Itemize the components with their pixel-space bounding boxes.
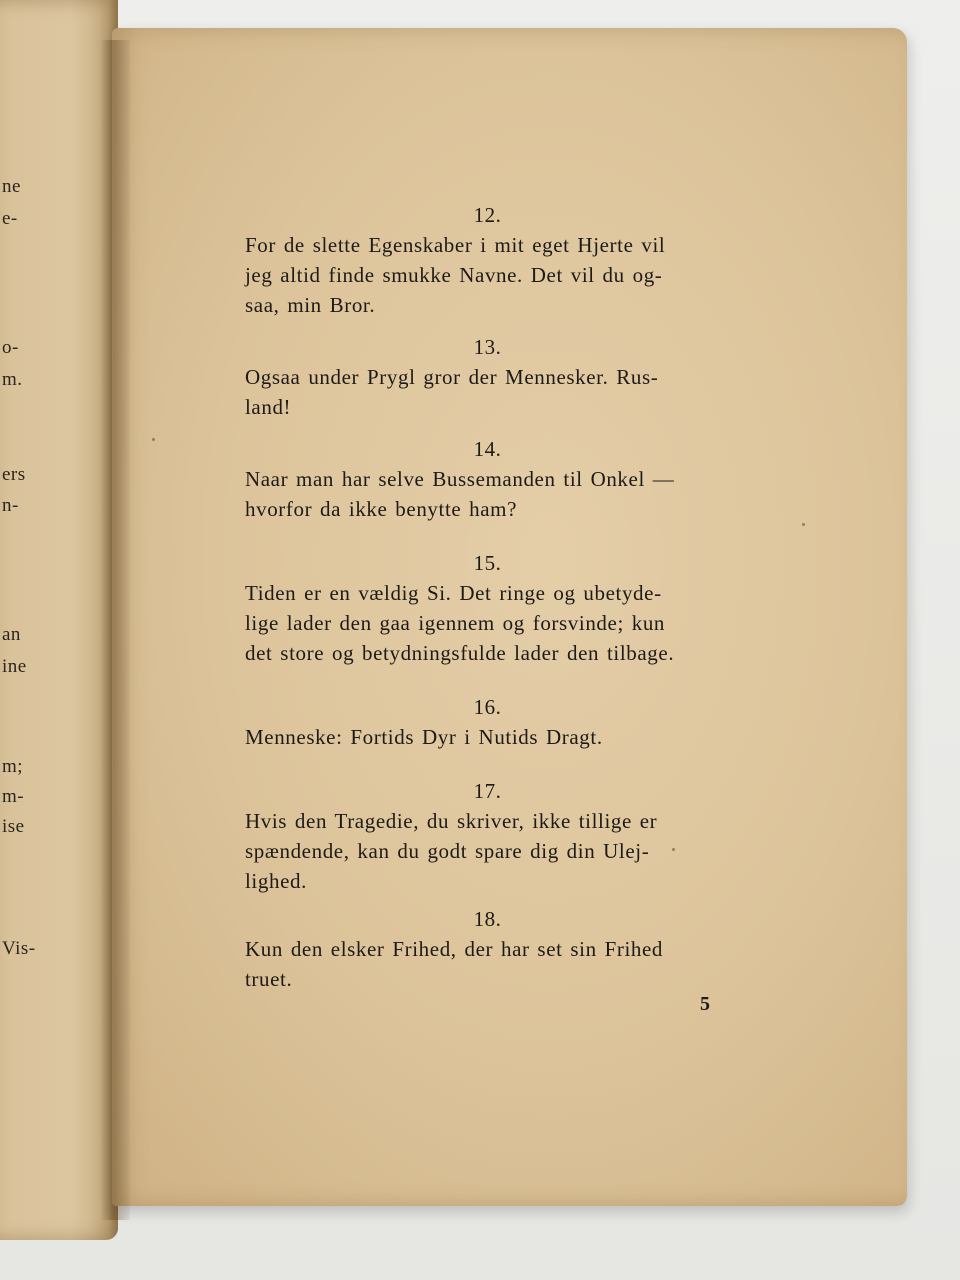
left-text-fragment: e-: [2, 208, 18, 229]
left-text-fragment: m;: [2, 756, 24, 777]
aphorism-number: 14.: [473, 437, 502, 461]
left-text-fragment: ine: [2, 656, 27, 677]
aphorism-line: lighed.: [245, 869, 307, 893]
aphorism-entry: [245, 692, 730, 752]
aphorism-line: For de slette Egenskaber i mit eget Hjerte vil: [245, 233, 666, 257]
aphorism-entry: [245, 200, 730, 320]
aphorism-line: Ogsaa under Prygl gror der Mennesker. Rus-: [245, 365, 659, 389]
aphorism-line: Naar man har selve Bussemanden til Onkel —: [245, 467, 675, 491]
aphorism-number: 12.: [473, 203, 502, 227]
aphorism-line: truet.: [245, 967, 293, 991]
aphorism-entry: [245, 904, 730, 994]
aphorism-number: 17.: [473, 779, 502, 803]
book-gutter-shadow: [100, 40, 130, 1220]
left-text-fragment: ne: [2, 176, 21, 197]
aphorism-line: Hvis den Tragedie, du skriver, ikke tillige er: [245, 809, 658, 833]
left-text-fragment: an: [2, 624, 21, 645]
aphorism-entry: [245, 776, 730, 896]
aphorism-number: 13.: [473, 335, 502, 359]
aphorism-line: Kun den elsker Frihed, der har set sin Frihed: [245, 937, 663, 961]
aphorism-entry: [245, 434, 730, 524]
page-number: 5: [700, 993, 710, 1015]
aphorism-line: land!: [245, 395, 292, 419]
aphorism-number: 18.: [473, 907, 502, 931]
left-text-fragment: ise: [2, 816, 25, 837]
left-text-fragment: n-: [2, 495, 19, 516]
aphorism-line: spændende, kan du godt spare dig din Ulej-: [245, 839, 650, 863]
aphorism-line: lige lader den gaa igennem og forsvinde; kun: [245, 611, 666, 635]
aphorism-entry: [245, 332, 730, 422]
left-text-fragment: o-: [2, 337, 19, 358]
left-text-fragment: ers: [2, 464, 26, 485]
aphorism-number: 15.: [473, 551, 502, 575]
paper-speck: [802, 523, 805, 526]
aphorism-line: Tiden er en vældig Si. Det ringe og ubetyde-: [245, 581, 662, 605]
aphorism-line: Menneske: Fortids Dyr i Nutids Dragt.: [245, 725, 603, 749]
aphorism-list: [245, 200, 730, 994]
aphorism-line: jeg altid finde smukke Navne. Det vil du og-: [245, 263, 663, 287]
left-text-fragment: m-: [2, 786, 25, 807]
aphorism-line: saa, min Bror.: [245, 293, 376, 317]
aphorism-entry: [245, 548, 730, 668]
aphorism-number: 16.: [473, 695, 502, 719]
left-text-fragment: Vis-: [2, 938, 36, 959]
left-text-fragment: m.: [2, 369, 23, 390]
aphorism-line: det store og betydningsfulde lader den tilbage.: [245, 641, 675, 665]
paper-speck: [152, 438, 155, 441]
aphorism-line: hvorfor da ikke benytte ham?: [245, 497, 518, 521]
